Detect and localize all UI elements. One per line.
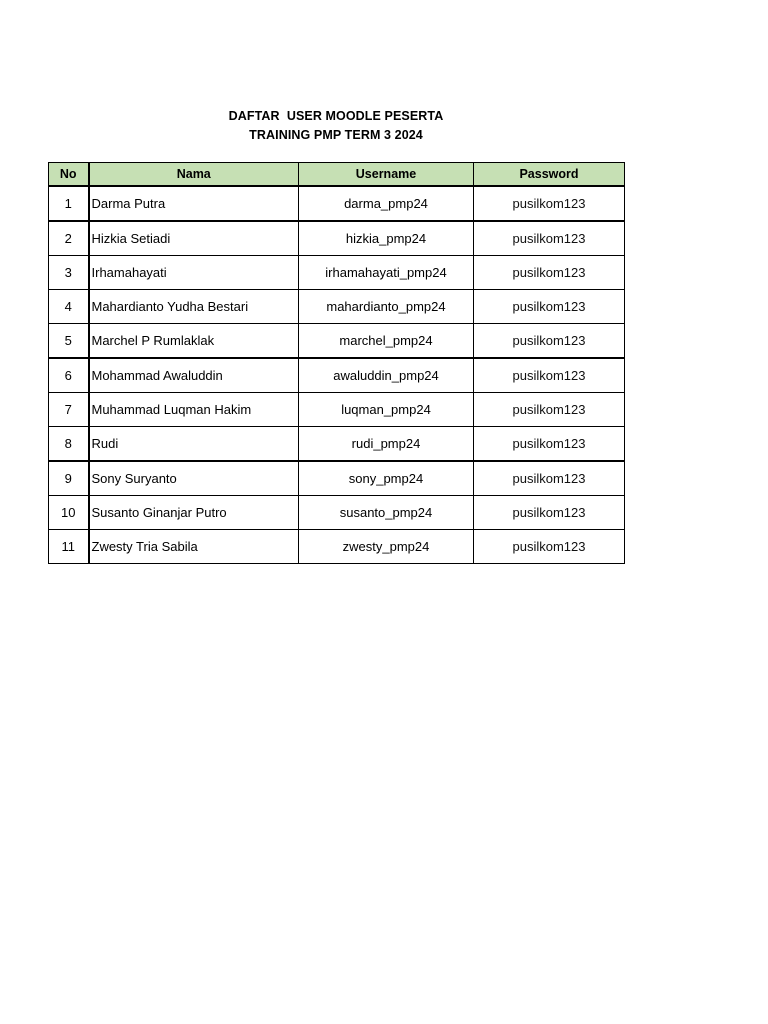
table-row	[49, 186, 625, 221]
cell-nama: Zwesty Tria Sabila	[89, 530, 299, 564]
table-row	[49, 324, 625, 359]
cell-nama: Susanto Ginanjar Putro	[89, 496, 299, 530]
table-row	[49, 393, 625, 427]
cell-nama: Irhamahayati	[89, 256, 299, 290]
table-row	[49, 530, 625, 564]
cell-no: 6	[49, 358, 89, 393]
table-row	[49, 290, 625, 324]
table-row	[49, 496, 625, 530]
cell-username: mahardianto_pmp24	[299, 290, 474, 324]
cell-password: pusilkom123	[474, 256, 625, 290]
cell-password: pusilkom123	[474, 324, 625, 359]
cell-username: irhamahayati_pmp24	[299, 256, 474, 290]
table-row	[49, 256, 625, 290]
table-row	[49, 221, 625, 256]
cell-username: hizkia_pmp24	[299, 221, 474, 256]
document-title-line-2: TRAINING PMP TERM 3 2024	[249, 128, 423, 142]
document-title-line-1: DAFTAR USER MOODLE PESERTA	[228, 109, 444, 123]
cell-nama: Muhammad Luqman Hakim	[89, 393, 299, 427]
cell-no: 1	[49, 186, 89, 221]
cell-nama: Mahardianto Yudha Bestari	[89, 290, 299, 324]
cell-no: 8	[49, 427, 89, 462]
cell-password: pusilkom123	[474, 186, 625, 221]
cell-no: 2	[49, 221, 89, 256]
cell-no: 4	[49, 290, 89, 324]
cell-password: pusilkom123	[474, 358, 625, 393]
table-header-row	[49, 163, 625, 187]
cell-no: 9	[49, 461, 89, 496]
cell-nama: Rudi	[89, 427, 299, 462]
cell-password: pusilkom123	[474, 496, 625, 530]
cell-nama: Sony Suryanto	[89, 461, 299, 496]
header-password: Password	[474, 163, 625, 187]
cell-nama: Marchel P Rumlaklak	[89, 324, 299, 359]
cell-username: luqman_pmp24	[299, 393, 474, 427]
cell-password: pusilkom123	[474, 427, 625, 462]
cell-no: 10	[49, 496, 89, 530]
cell-no: 11	[49, 530, 89, 564]
cell-username: darma_pmp24	[299, 186, 474, 221]
cell-username: rudi_pmp24	[299, 427, 474, 462]
table-row	[49, 427, 625, 462]
cell-no: 5	[49, 324, 89, 359]
cell-nama: Darma Putra	[89, 186, 299, 221]
cell-username: awaluddin_pmp24	[299, 358, 474, 393]
table-row	[49, 358, 625, 393]
cell-nama: Hizkia Setiadi	[89, 221, 299, 256]
cell-password: pusilkom123	[474, 530, 625, 564]
user-table	[48, 162, 625, 564]
cell-password: pusilkom123	[474, 461, 625, 496]
cell-no: 3	[49, 256, 89, 290]
cell-nama: Mohammad Awaluddin	[89, 358, 299, 393]
cell-username: marchel_pmp24	[299, 324, 474, 359]
table-row	[49, 461, 625, 496]
cell-username: sony_pmp24	[299, 461, 474, 496]
cell-username: zwesty_pmp24	[299, 530, 474, 564]
cell-password: pusilkom123	[474, 290, 625, 324]
cell-password: pusilkom123	[474, 393, 625, 427]
header-no: No	[49, 163, 89, 187]
cell-no: 7	[49, 393, 89, 427]
header-nama: Nama	[89, 163, 299, 187]
cell-username: susanto_pmp24	[299, 496, 474, 530]
cell-password: pusilkom123	[474, 221, 625, 256]
header-username: Username	[299, 163, 474, 187]
